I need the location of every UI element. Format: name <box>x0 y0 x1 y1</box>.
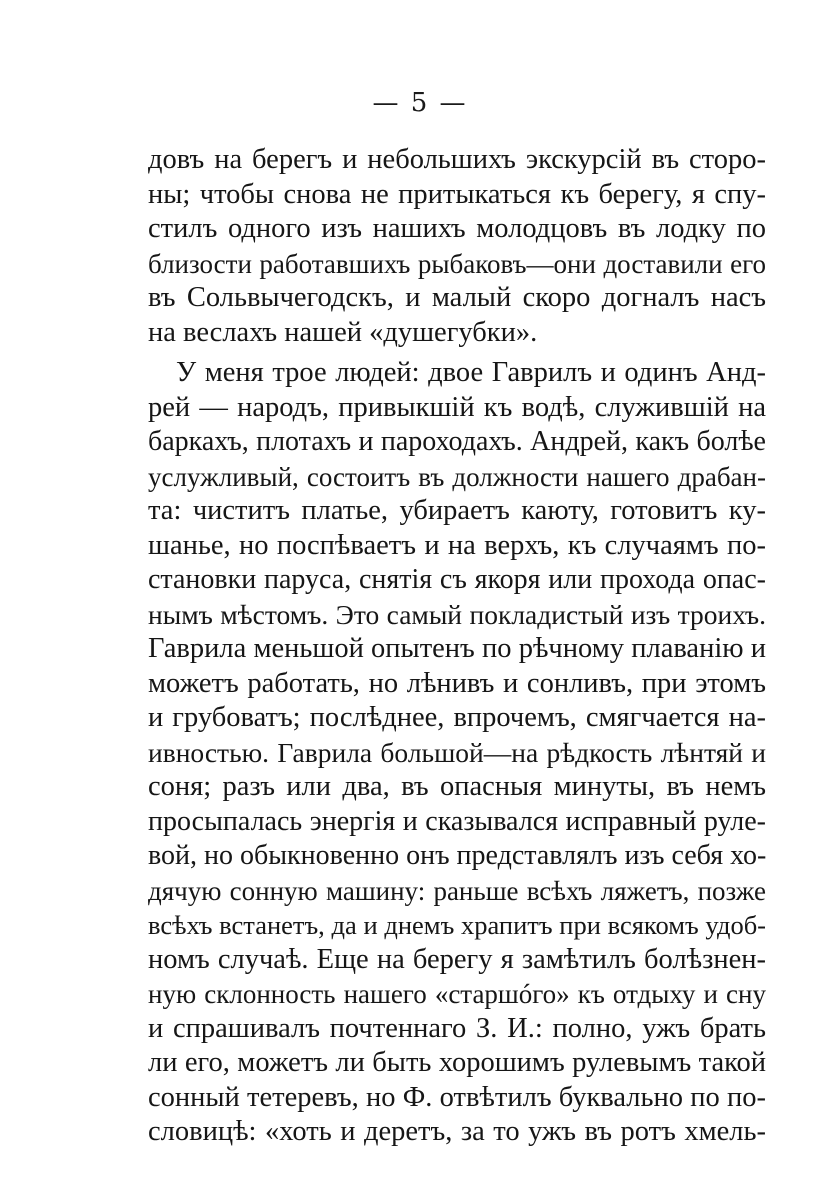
text-line: сонный тетеревъ, но Ф. отвѣтилъ буквально по по- <box>148 1081 766 1113</box>
text-line: словицѣ: «хоть и деретъ, за то ужъ въ ротъ хмель- <box>148 1116 766 1147</box>
text-line: ивностью. Гаврила большой—на рѣдкость лѣнтяй и <box>148 736 766 768</box>
text-line: соня; разъ или два, въ опасныя минуты, въ немъ <box>148 771 766 802</box>
text-line: Гаврила меньшой опытенъ по рѣчному плаванію и <box>148 633 766 664</box>
text-line: стилъ одного изъ нашихъ молодцовъ въ лодку по <box>148 213 766 244</box>
text-line: услужливый, состоитъ въ должности нашего драбан- <box>148 461 766 492</box>
text-line: ны; чтобы снова не притыкаться къ берегу, я спу- <box>148 178 766 210</box>
text-line: на веслахъ нашей «душегубки». <box>148 316 538 348</box>
text-line: ли его, можетъ ли быть хорошимъ рулевымъ такой <box>148 1047 766 1078</box>
text-line: нымъ мѣстомъ. Это самый покладистый изъ троихъ. <box>148 598 766 630</box>
body-text <box>148 143 766 1150</box>
text-line: вой, но обыкновенно онъ представлялъ изъ себя хо- <box>148 840 766 871</box>
page-number: — 5 — <box>372 88 468 118</box>
text-line: та: чиститъ платье, убираетъ каюту, готовитъ ку- <box>148 495 766 526</box>
text-line: У меня трое людей: двое Гаврилъ и одинъ Анд- <box>176 357 766 388</box>
text-line: просыпалась энергія и сказывался исправный руле- <box>148 805 766 837</box>
paragraph-2 <box>148 356 766 1150</box>
text-line: ную склонность нашего «старшóго» къ отдыху и сну <box>148 979 766 1009</box>
text-line: въ Сольвычегодскъ, и малый скоро догналъ насъ <box>148 282 766 313</box>
text-line: всѣхъ встанетъ, да и днемъ храпитъ при всякомъ удоб- <box>148 910 766 940</box>
text-line: довъ на берегъ и небольшихъ экскурсій въ сторо- <box>148 144 766 175</box>
text-line: близости работавшихъ рыбаковъ—они доставили его <box>148 248 766 279</box>
text-line: можетъ работать, но лѣнивъ и сонливъ, при этомъ <box>148 667 766 699</box>
text-line: баркахъ, плотахъ и пароходахъ. Андрей, какъ болѣе <box>148 426 766 457</box>
text-line: рей — народъ, привыкшій къ водѣ, служившій на <box>148 391 766 423</box>
text-line: дячую сонную машину: раньше всѣхъ ляжетъ, позже <box>148 875 766 906</box>
text-line: и грубоватъ; послѣднее, впрочемъ, смягчается на- <box>148 702 766 733</box>
text-line: шанье, но поспѣваетъ и на верхъ, къ случаямъ по- <box>148 529 766 561</box>
text-line: номъ случаѣ. Еще на берегу я замѣтилъ болѣзнен- <box>148 943 766 975</box>
paragraph-1 <box>148 143 766 350</box>
text-line: становки паруса, снятія съ якоря или прохода опас- <box>148 564 766 595</box>
text-line: и спрашивалъ почтеннаго З. И.: полно, ужъ брать <box>148 1012 766 1044</box>
